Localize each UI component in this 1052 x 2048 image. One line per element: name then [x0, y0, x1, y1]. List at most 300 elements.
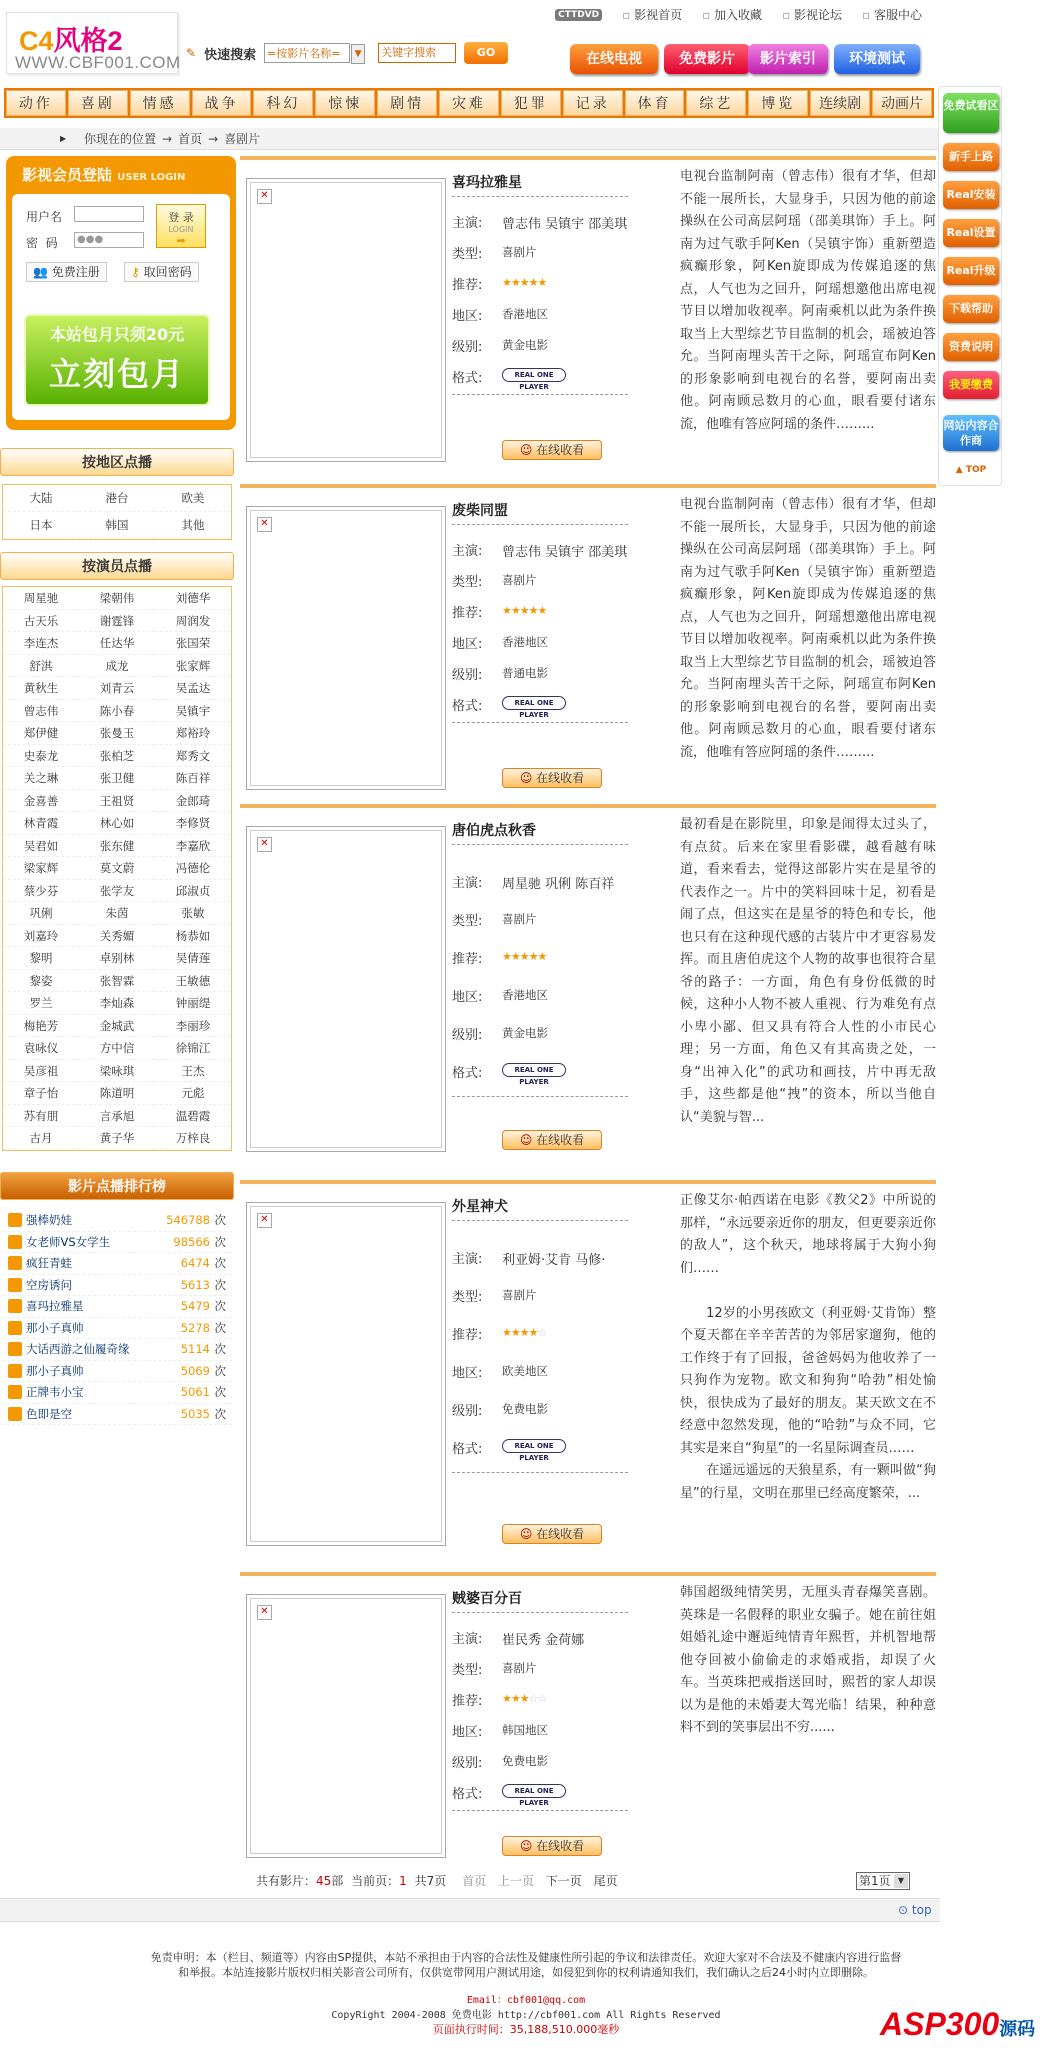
link-favorite[interactable]: ▫ 加入收藏: [702, 6, 762, 23]
actor-item[interactable]: 吴倩莲: [155, 947, 231, 970]
search-type-value: =按影片名称=: [267, 47, 341, 60]
rank-number-icon: [8, 1342, 22, 1356]
divider: [452, 196, 628, 197]
online-tv-button[interactable]: 在线电视: [570, 44, 658, 74]
actor-item[interactable]: 陈百祥: [155, 767, 231, 790]
region-item[interactable]: 欧美: [155, 485, 231, 512]
back-to-top-link[interactable]: [898, 1903, 932, 1917]
actor-item[interactable]: 冯德伦: [155, 857, 231, 880]
breadcrumb: ▶ 你现在的位置 → 首页 → 喜剧片: [0, 128, 940, 150]
actor-item[interactable]: 林心如: [79, 812, 155, 835]
actor-item[interactable]: 梁咏琪: [79, 1060, 155, 1083]
pricing-button[interactable]: 资费说明: [943, 333, 999, 361]
rank-number-icon: [8, 1385, 22, 1399]
right-float-menu: [938, 86, 1002, 486]
rank-title[interactable]: 色即是空: [26, 1406, 72, 1421]
rank-unit: 次: [214, 1363, 226, 1378]
movie-poster[interactable]: [246, 178, 446, 462]
nav-action[interactable]: 动作: [6, 90, 66, 116]
movie-actor-value: 利亚姆·艾肯 马修·: [502, 1253, 606, 1268]
movie-type-value: 喜剧片: [502, 1661, 537, 1675]
actor-item[interactable]: 张学友: [79, 880, 155, 903]
movie-poster[interactable]: [246, 1594, 446, 1858]
movie-actor-label: 主演:: [452, 216, 483, 231]
actor-item[interactable]: 苏有朋: [3, 1105, 79, 1128]
actor-item[interactable]: 陈小春: [79, 700, 155, 723]
actor-item[interactable]: 周润发: [155, 610, 231, 633]
movie-type-label: 类型:: [452, 1290, 483, 1305]
actor-item[interactable]: 黄秋生: [3, 677, 79, 700]
actor-item[interactable]: 金喜善: [3, 790, 79, 813]
region-item[interactable]: 港台: [79, 485, 155, 512]
asp300-logo-sub: 源码: [999, 2019, 1036, 2039]
password-input[interactable]: ●●●: [74, 232, 144, 248]
search-icon: ✎: [186, 46, 197, 60]
actor-item[interactable]: 言承旭: [79, 1105, 155, 1128]
movie-card: [240, 484, 936, 794]
register-button[interactable]: [26, 262, 107, 282]
rank-title[interactable]: 正牌韦小宝: [26, 1385, 84, 1400]
arrow-up-icon: ▲: [955, 465, 963, 475]
key-icon: ⚷: [131, 265, 140, 279]
search-type-select[interactable]: [264, 43, 362, 63]
real-player-icon: REAL ONE PLAYER: [502, 696, 566, 710]
divider: [452, 722, 628, 723]
actor-item[interactable]: 曾志伟: [3, 700, 79, 723]
broken-image-icon: [250, 830, 442, 1148]
divider: [452, 844, 628, 845]
quick-search-label: 快速搜索: [204, 47, 257, 63]
movie-format-label: 格式:: [452, 371, 483, 386]
actor-item[interactable]: 徐锦江: [155, 1037, 231, 1060]
movie-actor-value: 周星驰 巩俐 陈百祥: [502, 877, 615, 892]
movie-actor-label: 主演:: [452, 1252, 483, 1267]
rank-unit: 次: [214, 1299, 226, 1314]
movie-area-label: 地区:: [452, 1366, 483, 1381]
actor-item[interactable]: 吴君如: [3, 835, 79, 858]
rank-count: 5613: [180, 1277, 210, 1292]
actor-item[interactable]: 黎明: [3, 947, 79, 970]
actor-item[interactable]: 郑秀文: [155, 745, 231, 768]
watch-online-button[interactable]: ☺ 在线收看: [502, 768, 602, 788]
rank-title[interactable]: 空房诱问: [26, 1277, 72, 1292]
rank-count: 5114: [180, 1342, 210, 1357]
actor-item[interactable]: 成龙: [79, 655, 155, 678]
rank-title[interactable]: 那小子真帅: [26, 1363, 84, 1378]
category-nav: [4, 88, 934, 118]
divider: [452, 1472, 628, 1473]
movie-description: 最初看是在影院里，印象是闹得太过头了，有点贫。后来在家里看影碟，越看越有味道，看来看去，觉得这部影片实在是星爷的代表作之一。片中的笑料回味十足，初看是闹了点，但这实在是星爷的特色和专长，他也只有在这种现代感的古装片中才更容易发挥。而且唐伯虎这个人物的故事也很符合星爷的路子：一方面，角色有身份低微的时候，这种小人物不被人重视、行为难免有点小卑小鄙、但又具有符合人性的小市民心理；另一方面，角色又有其高贵之处，一身“出神入化”的武功和画技，片中再无敌手，这些都是他“拽”的资本，所以当他自认“美貌与智...: [680, 817, 936, 1125]
actor-item[interactable]: 王敏德: [155, 970, 231, 993]
actor-item[interactable]: 古天乐: [3, 610, 79, 633]
login-button-en: LOGIN: [168, 225, 194, 234]
actor-item[interactable]: 袁咏仪: [3, 1037, 79, 1060]
rank-title[interactable]: 那小子真帅: [26, 1320, 84, 1335]
partner-button[interactable]: 网站内容合作商: [943, 415, 999, 451]
rank-unit: 次: [214, 1385, 226, 1400]
actor-item[interactable]: 张卫健: [79, 767, 155, 790]
movie-level-label: 级别:: [452, 1404, 483, 1419]
ranking-row[interactable]: [2, 1275, 232, 1297]
nav-war[interactable]: 战争: [192, 90, 252, 116]
pager-last[interactable]: 尾页: [593, 1874, 618, 1888]
actor-item[interactable]: 吴孟达: [155, 677, 231, 700]
actor-item[interactable]: 金城武: [79, 1015, 155, 1038]
movie-type-value: 喜剧片: [502, 245, 537, 259]
movie-actor-value: 曾志伟 吴镇宇 邵美琪: [502, 545, 628, 560]
download-help-button[interactable]: 下载帮助: [943, 295, 999, 323]
movie-poster[interactable]: [246, 506, 446, 790]
ranking-row[interactable]: [2, 1318, 232, 1340]
nav-animation[interactable]: 动画片: [872, 90, 932, 116]
real-upgrade-button[interactable]: Real升级: [943, 257, 999, 285]
actor-item[interactable]: 任达华: [79, 632, 155, 655]
movie-description: 正像艾尔·帕西诺在电影《教父2》中所说的那样，“永远要亲近你的朋友，但更要亲近你的敌人”，这个秋天，地球将属于大狗小狗们…… 12岁的小男孩欧文（利亚姆·艾肯饰）整个夏天都在辛辛苦苦的为邻居家遛狗，他的工作终于有了回报，爸爸妈妈为他收养了一只狗作为宠物。欧文和狗狗“哈勃”相处愉快，很快成为了最好的朋友。某天欧文在不经意中忽然发现，他的“哈勃”与众不同，它其实是来自“狗星”的一名星际调查员…… 在遥远遥远的天狼星系，有一颗叫做“狗星”的行星，文明在那里已经高度繁荣，...: [680, 1193, 936, 1501]
region-item[interactable]: 日本: [3, 512, 79, 539]
actor-item[interactable]: 郑裕玲: [155, 722, 231, 745]
rank-title[interactable]: 疯狂青蛙: [26, 1256, 72, 1271]
divider: [452, 1220, 628, 1221]
actor-item[interactable]: 邱淑贞: [155, 880, 231, 903]
region-item[interactable]: 韩国: [79, 512, 155, 539]
actor-item[interactable]: 吴彦祖: [3, 1060, 79, 1083]
region-box: [2, 484, 232, 540]
cttdvd-badge: CTTDVD: [555, 9, 602, 21]
watch-online-button[interactable]: ☺ 在线收看: [502, 440, 602, 460]
actor-item[interactable]: 张东健: [79, 835, 155, 858]
actor-item[interactable]: 王祖贤: [79, 790, 155, 813]
region-item[interactable]: 其他: [155, 512, 231, 539]
actor-item[interactable]: 李修贤: [155, 812, 231, 835]
actor-item[interactable]: 李连杰: [3, 632, 79, 655]
movie-title[interactable]: 唐伯虎点秋香: [452, 823, 536, 839]
actor-grid: [3, 587, 231, 1150]
rank-unit: 次: [214, 1256, 226, 1271]
actor-item[interactable]: 莫文蔚: [79, 857, 155, 880]
nav-series[interactable]: 连续剧: [810, 90, 870, 116]
rank-unit: 次: [214, 1234, 226, 1249]
ranking-row[interactable]: [2, 1296, 232, 1318]
actor-item[interactable]: 史泰龙: [3, 745, 79, 768]
movie-title[interactable]: 喜玛拉雅星: [452, 175, 522, 191]
footer-email[interactable]: Email：cbf001@qq.com: [466, 1995, 586, 2006]
newbie-button[interactable]: 新手上路: [943, 143, 999, 171]
page-select[interactable]: 第1页 ▼: [856, 1872, 910, 1890]
watch-online-button[interactable]: ☺ 在线收看: [502, 1836, 602, 1856]
link-service[interactable]: ▫ 客服中心: [862, 6, 922, 23]
actor-item[interactable]: 舒淇: [3, 655, 79, 678]
actor-item[interactable]: 梁朝伟: [79, 587, 155, 610]
broken-image-icon: [250, 1598, 442, 1854]
movie-level-value: 免费电影: [502, 1754, 548, 1768]
ranking-row[interactable]: [2, 1339, 232, 1361]
movie-title[interactable]: 废柴同盟: [452, 503, 508, 519]
search-bar: [186, 42, 508, 64]
username-label: 用户名: [26, 210, 63, 224]
movie-card: [240, 1572, 936, 1862]
actor-item[interactable]: 刘青云: [79, 677, 155, 700]
nav-comedy[interactable]: 喜剧: [68, 90, 128, 116]
pager-first[interactable]: 首页: [462, 1874, 487, 1888]
watch-online-button[interactable]: ☺ 在线收看: [502, 1130, 602, 1150]
real-player-icon: REAL ONE PLAYER: [502, 368, 566, 382]
pager-total-label: 共有影片：: [256, 1874, 317, 1888]
nav-romance[interactable]: 情感: [130, 90, 190, 116]
asp300-logo-text: ASP300: [880, 2006, 1000, 2042]
movie-format-label: 格式:: [452, 699, 483, 714]
actor-item[interactable]: 方中信: [79, 1037, 155, 1060]
ranking-section-title: 影片点播排行榜: [0, 1172, 234, 1200]
rank-number-icon: [8, 1321, 22, 1335]
actor-item[interactable]: 黎姿: [3, 970, 79, 993]
movie-level-value: 黄金电影: [502, 338, 548, 352]
disclaimer-line1: 免责申明：本（栏目、频道等）内容由SP提供，本站不承担由于内容的合法性及健康性所引起的争议和法律责任。欢迎大家对不合法及不健康内容进行监督: [150, 1951, 902, 1964]
actor-item[interactable]: 蔡少芬: [3, 880, 79, 903]
env-test-button[interactable]: 环境测试: [834, 44, 920, 74]
actor-item[interactable]: 巩俐: [3, 902, 79, 925]
movie-actor-label: 主演:: [452, 1632, 483, 1647]
movie-actor-label: 主演:: [452, 876, 483, 891]
nav-sports[interactable]: 体育: [625, 90, 685, 116]
footer-exec-time: 页面执行时间：35,188,510.000毫秒: [432, 2023, 620, 2036]
movie-index-button[interactable]: 影片索引: [748, 44, 828, 74]
movie-format-label: 格式:: [452, 1442, 483, 1457]
divider: [452, 1810, 628, 1811]
rank-count: 5035: [180, 1406, 210, 1421]
rating-stars-icon: ★★★★☆: [502, 1326, 547, 1339]
login-button-label: 登 录: [168, 211, 194, 224]
rank-number-icon: [8, 1256, 22, 1270]
movie-area-label: 地区:: [452, 637, 483, 652]
movie-area-label: 地区:: [452, 990, 483, 1005]
rank-title[interactable]: 强棒奶娃: [26, 1213, 72, 1228]
movie-description: 电视台监制阿南（曾志伟）很有才华，但却不能一展所长，大显身手，只因为他的前途操纵在公司高层阿瑶（邵美琪饰）手上。阿南为过气歌手阿Ken（吴镇宇饰）重新塑造疯癫形象，阿Ken旋即成为传媒追逐的焦点，人气也为之回升，阿瑶想邀他出席电视节目以增加收视率。阿南乘机以此为条件换取当上大型综艺节目监制的机会，瑶被迫答允。当阿南埋头苦干之际，阿瑶宣布阿Ken的形象影响到电视台的名誉，要阿南出卖他。阿南顾忌数月的心血，眼看要付诸东流，他唯有答应阿瑶的条件……...: [680, 169, 936, 432]
rank-number-icon: [8, 1407, 22, 1421]
actor-item[interactable]: 金郎琦: [155, 790, 231, 813]
movie-actor-value: 崔民秀 金荷娜: [502, 1633, 585, 1648]
region-item[interactable]: 大陆: [3, 485, 79, 512]
movie-description: 韩国超级纯情笑男，无厘头青春爆笑喜剧。英珠是一名假释的职业女骗子。她在前往姐姐婚礼途中邂逅纯情青年熙哲，并机智地帮他夺回被小偷偷走的求婚戒指，却误了火车。当英珠把戒指送回时，熙哲的家人却误以为是他的未婚妻大驾光临！结果，种种意料不到的笑事层出不穷......: [680, 1585, 936, 1735]
logo-text-b: 风格2: [53, 26, 123, 56]
movie-recommend-label: 推荐:: [452, 952, 483, 967]
actor-item[interactable]: 卓别林: [79, 947, 155, 970]
ranking-row[interactable]: [2, 1210, 232, 1232]
actor-item[interactable]: 郑伊健: [3, 722, 79, 745]
rank-number-icon: [8, 1299, 22, 1313]
actor-item[interactable]: 万梓良: [155, 1127, 231, 1150]
rank-count: 5061: [180, 1385, 210, 1400]
actor-item[interactable]: 罗兰: [3, 992, 79, 1015]
pager-unit: 部: [331, 1874, 344, 1888]
rank-number-icon: [8, 1278, 22, 1292]
actor-item[interactable]: 刘嘉玲: [3, 925, 79, 948]
login-title-en: USER LOGIN: [117, 172, 186, 183]
actor-item[interactable]: 古月: [3, 1127, 79, 1150]
rank-count: 5479: [180, 1299, 210, 1314]
logo-url: WWW.CBF001.COM: [15, 53, 181, 72]
actor-item[interactable]: 陈道明: [79, 1082, 155, 1105]
movie-level-label: 级别:: [452, 668, 483, 683]
movie-type-value: 喜剧片: [502, 912, 537, 926]
rank-number-icon: [8, 1364, 22, 1378]
nav-disaster[interactable]: 灾难: [439, 90, 499, 116]
actor-item[interactable]: 李灿森: [79, 992, 155, 1015]
rank-unit: 次: [214, 1277, 226, 1292]
movie-title[interactable]: 贼婆百分百: [452, 1591, 522, 1607]
movie-title[interactable]: 外星神犬: [452, 1199, 508, 1215]
login-panel: [6, 156, 236, 430]
register-label: 免费注册: [51, 265, 100, 279]
actor-item[interactable]: 黄子华: [79, 1127, 155, 1150]
ranking-row[interactable]: [2, 1253, 232, 1275]
actor-item[interactable]: 钟丽缇: [155, 992, 231, 1015]
movie-actor-label: 主演:: [452, 544, 483, 559]
login-button[interactable]: [156, 204, 206, 248]
rating-stars-icon: ★★★★★: [502, 276, 547, 289]
actor-item[interactable]: 张敏: [155, 902, 231, 925]
actor-item[interactable]: 张家辉: [155, 655, 231, 678]
actor-item[interactable]: 吴镇宇: [155, 700, 231, 723]
promo-line1: 本站包月只须20元: [49, 325, 185, 344]
broken-image-icon: [250, 182, 442, 458]
nav-crime[interactable]: 犯罪: [501, 90, 561, 116]
rank-unit: 次: [214, 1406, 226, 1421]
actor-item[interactable]: 关之琳: [3, 767, 79, 790]
real-player-icon: REAL ONE PLAYER: [502, 1439, 566, 1453]
rank-count: 546788: [166, 1213, 210, 1228]
site-logo[interactable]: [6, 12, 181, 74]
actor-item[interactable]: 张国荣: [155, 632, 231, 655]
real-install-button[interactable]: Real安装: [943, 181, 999, 209]
free-trial-button[interactable]: 免费试看区: [943, 93, 999, 133]
actor-item[interactable]: 朱茵: [79, 902, 155, 925]
movie-type-value: 喜剧片: [502, 1288, 537, 1302]
rank-unit: 次: [214, 1342, 226, 1357]
movie-actor-value: 曾志伟 吴镇宇 邵美琪: [502, 217, 628, 232]
movie-type-label: 类型:: [452, 575, 483, 590]
actor-item[interactable]: 章子怡: [3, 1082, 79, 1105]
movie-format-label: 格式:: [452, 1066, 483, 1081]
rating-stars-icon: ★★★☆☆: [502, 1692, 547, 1705]
rank-title[interactable]: 女老师VS女学生: [26, 1234, 111, 1249]
pager-total: 45: [316, 1874, 332, 1888]
arrow-up-icon: ⊙: [898, 1903, 909, 1917]
promo-line2: 立刻包月: [48, 355, 185, 393]
rank-title[interactable]: 喜玛拉雅星: [26, 1299, 84, 1314]
top-button[interactable]: [943, 459, 999, 481]
movie-description: 电视台监制阿南（曾志伟）很有才华，但却不能一展所长，大显身手，只因为他的前途操纵在公司高层阿瑶（邵美琪饰）手上。阿南为过气歌手阿Ken（吴镇宇饰）重新塑造疯癫形象，阿Ken旋即成为传媒追逐的焦点，人气也为之回升，阿瑶想邀他出席电视节目以增加收视率。阿南乘机以此为条件换取当上大型综艺节目监制的机会，瑶被迫答允。当阿南埋头苦干之际，阿瑶宣布阿Ken的形象影响到电视台的名誉，要阿南出卖他。阿南顾忌数月的心血，眼看要付诸东流，他唯有答应阿瑶的条件……...: [680, 497, 936, 760]
link-forum[interactable]: ▫ 影视论坛: [782, 6, 842, 23]
movie-area-label: 地区:: [452, 1725, 483, 1740]
nav-drama[interactable]: 剧情: [377, 90, 437, 116]
actor-item[interactable]: 刘德华: [155, 587, 231, 610]
nav-documentary[interactable]: 记录: [563, 90, 623, 116]
rank-count: 6474: [180, 1256, 210, 1271]
actor-item[interactable]: 温碧霞: [155, 1105, 231, 1128]
arrow-right-icon: ➡: [176, 234, 186, 247]
nav-scifi[interactable]: 科幻: [253, 90, 313, 116]
movie-area-value: 韩国地区: [502, 1723, 548, 1737]
ranking-row[interactable]: [2, 1361, 232, 1383]
breadcrumb-label: 你现在的位置: [84, 132, 157, 146]
movie-poster[interactable]: [246, 826, 446, 1152]
divider: [452, 1612, 628, 1613]
go-button[interactable]: GO: [464, 42, 508, 64]
actor-item[interactable]: 梅艳芳: [3, 1015, 79, 1038]
rank-title[interactable]: 大话西游之仙履奇缘: [26, 1342, 130, 1357]
movie-type-label: 类型:: [452, 1663, 483, 1678]
search-input[interactable]: 关键字搜索: [378, 43, 456, 63]
pay-button[interactable]: 我要缴费: [943, 371, 999, 399]
movie-card: [240, 804, 936, 1156]
movie-recommend-label: 推荐:: [452, 278, 483, 293]
top-button-label: TOP: [965, 465, 987, 475]
actor-item[interactable]: 张曼玉: [79, 722, 155, 745]
footer-top-bar: [0, 1898, 940, 1922]
actor-item[interactable]: 杨恭如: [155, 925, 231, 948]
pager-prev[interactable]: 上一页: [497, 1874, 534, 1888]
actor-item[interactable]: 关秀媚: [79, 925, 155, 948]
actor-item[interactable]: 李嘉欣: [155, 835, 231, 858]
disclaimer-line2: 和举报。本站连接影片版权归相关影音公司所有，仅供宽带网用户测试用途，如侵犯到你的权利请通知我们，我们确认之后24小时内立即删除。: [178, 1966, 874, 1979]
actor-item[interactable]: 林青霞: [3, 812, 79, 835]
actor-item[interactable]: 周星驰: [3, 587, 79, 610]
actor-item[interactable]: 王杰: [155, 1060, 231, 1083]
actor-item[interactable]: 谢霆锋: [79, 610, 155, 633]
divider: [452, 1096, 628, 1097]
broken-image-icon: [250, 1206, 442, 1542]
breadcrumb-home[interactable]: 首页: [178, 132, 203, 146]
actor-item[interactable]: 元彪: [155, 1082, 231, 1105]
actor-item[interactable]: 张柏芝: [79, 745, 155, 768]
actors-section-title: 按演员点播: [0, 552, 234, 580]
ranking-row[interactable]: [2, 1382, 232, 1404]
real-player-icon: REAL ONE PLAYER: [502, 1784, 566, 1798]
retrieve-password-button[interactable]: [124, 262, 199, 282]
username-input[interactable]: [74, 206, 144, 222]
ranking-row[interactable]: [2, 1404, 232, 1426]
actor-item[interactable]: 梁家辉: [3, 857, 79, 880]
free-movies-button[interactable]: 免费影片: [664, 44, 750, 74]
retrieve-label: 取回密码: [143, 265, 192, 279]
movie-type-label: 类型:: [452, 247, 483, 262]
movie-level-label: 级别:: [452, 1028, 483, 1043]
movie-level-value: 普通电影: [502, 666, 548, 680]
nav-thriller[interactable]: 惊悚: [315, 90, 375, 116]
watch-online-button[interactable]: ☺ 在线收看: [502, 1524, 602, 1544]
nav-variety[interactable]: 综艺: [686, 90, 746, 116]
rank-count: 5069: [180, 1363, 210, 1378]
actors-box: [2, 586, 232, 1151]
ranking-row[interactable]: [2, 1232, 232, 1254]
back-to-top-label: top: [911, 1903, 932, 1917]
nav-expo[interactable]: 博览: [748, 90, 808, 116]
actor-item[interactable]: 张智霖: [79, 970, 155, 993]
chevron-down-icon[interactable]: ▼: [351, 44, 365, 64]
movie-poster[interactable]: [246, 1202, 446, 1546]
divider: [452, 394, 628, 395]
ranking-list: [2, 1210, 232, 1425]
divider: [452, 524, 628, 525]
real-settings-button[interactable]: Real设置: [943, 219, 999, 247]
monthly-promo-banner[interactable]: [24, 314, 210, 406]
movie-level-value: 免费电影: [502, 1402, 548, 1416]
pager: [256, 1872, 618, 1889]
pager-current: 1: [399, 1874, 407, 1888]
link-home[interactable]: ▫ 影视首页: [622, 6, 682, 23]
pager-next[interactable]: 下一页: [545, 1874, 582, 1888]
actor-item[interactable]: 李丽珍: [155, 1015, 231, 1038]
